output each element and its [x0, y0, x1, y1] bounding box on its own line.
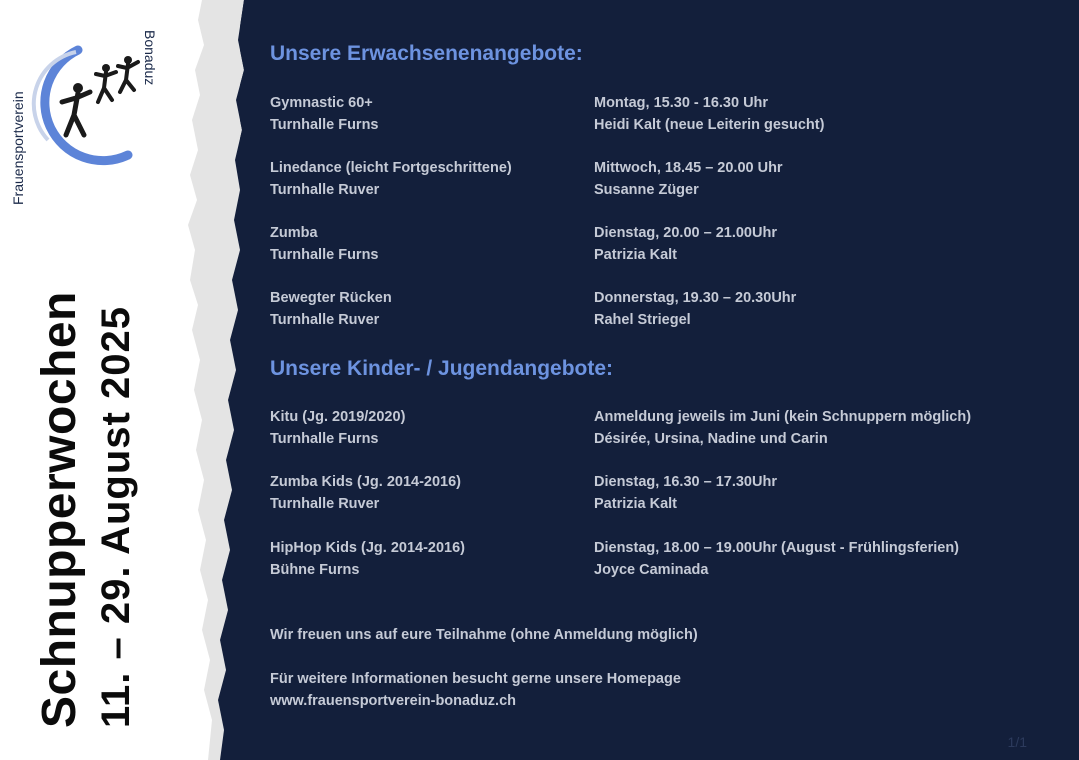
offer-place: Bühne Furns: [270, 562, 360, 578]
offer-name: Gymnastic 60+: [270, 95, 373, 111]
page-number: 1/1: [1007, 734, 1027, 750]
adult-offers-heading: Unsere Erwachsenenangebote:: [270, 42, 583, 65]
offer-time: Dienstag, 20.00 – 21.00Uhr: [594, 225, 777, 241]
offer-leader: Joyce Caminada: [594, 562, 709, 578]
offer-time: Dienstag, 16.30 – 17.30Uhr: [594, 474, 777, 490]
offer-time: Mittwoch, 18.45 – 20.00 Uhr: [594, 160, 783, 176]
offer-row: [270, 406, 1070, 450]
offer-name: Zumba Kids (Jg. 2014-2016): [270, 474, 461, 490]
footer-info: Für weitere Informationen besucht gerne unsere Homepage: [270, 671, 681, 687]
offers-content: [270, 0, 1079, 760]
offer-time: Montag, 15.30 - 16.30 Uhr: [594, 95, 769, 111]
side-title: Schnupperwochen: [33, 291, 86, 728]
kids-offers-heading: Unsere Kinder- / Jugendangebote:: [270, 357, 614, 380]
offer-leader: Désirée, Ursina, Nadine und Carin: [594, 431, 828, 447]
offer-row: [270, 222, 1070, 266]
silhouette-dancers-icon: [18, 30, 158, 230]
offer-leader: Patrizia Kalt: [594, 496, 677, 512]
offer-leader: Patrizia Kalt: [594, 247, 677, 263]
offer-name: Zumba: [270, 225, 318, 241]
offer-row: [270, 537, 1070, 581]
offer-time: Donnerstag, 19.30 – 20.30Uhr: [594, 290, 797, 306]
offer-leader: Heidi Kalt (neue Leiterin gesucht): [594, 117, 825, 133]
offer-name: HipHop Kids (Jg. 2014-2016): [270, 540, 465, 556]
offer-place: Turnhalle Furns: [270, 431, 379, 447]
offer-row: [270, 471, 1070, 515]
offer-place: Turnhalle Ruver: [270, 496, 380, 512]
offer-place: Turnhalle Ruver: [270, 312, 380, 328]
side-dates: 11. – 29. August 2025: [94, 306, 138, 728]
club-logo: [18, 30, 158, 230]
offer-leader: Susanne Züger: [594, 182, 699, 198]
offer-row: [270, 157, 1070, 201]
logo-text-club: [10, 185, 26, 205]
offer-name: Linedance (leicht Fortgeschrittene): [270, 160, 512, 176]
offer-name: Kitu (Jg. 2019/2020): [270, 409, 406, 425]
offer-leader: Rahel Striegel: [594, 312, 691, 328]
offer-time: Anmeldung jeweils im Juni (kein Schnuppern möglich): [594, 409, 972, 425]
offer-place: Turnhalle Furns: [270, 117, 379, 133]
offer-place: Turnhalle Ruver: [270, 182, 380, 198]
offer-place: Turnhalle Furns: [270, 247, 379, 263]
offer-time: Dienstag, 18.00 – 19.00Uhr (August - Frühlingsferien): [594, 540, 959, 556]
logo-text-town: Bonaduz: [142, 30, 158, 86]
footer-note: Wir freuen uns auf eure Teilnahme (ohne Anmeldung möglich): [270, 627, 698, 643]
offer-row: [270, 92, 1070, 136]
offer-name: Bewegter Rücken: [270, 290, 392, 306]
homepage-link[interactable]: www.frauensportverein-bonaduz.ch: [270, 693, 516, 709]
offer-row: [270, 287, 1070, 331]
